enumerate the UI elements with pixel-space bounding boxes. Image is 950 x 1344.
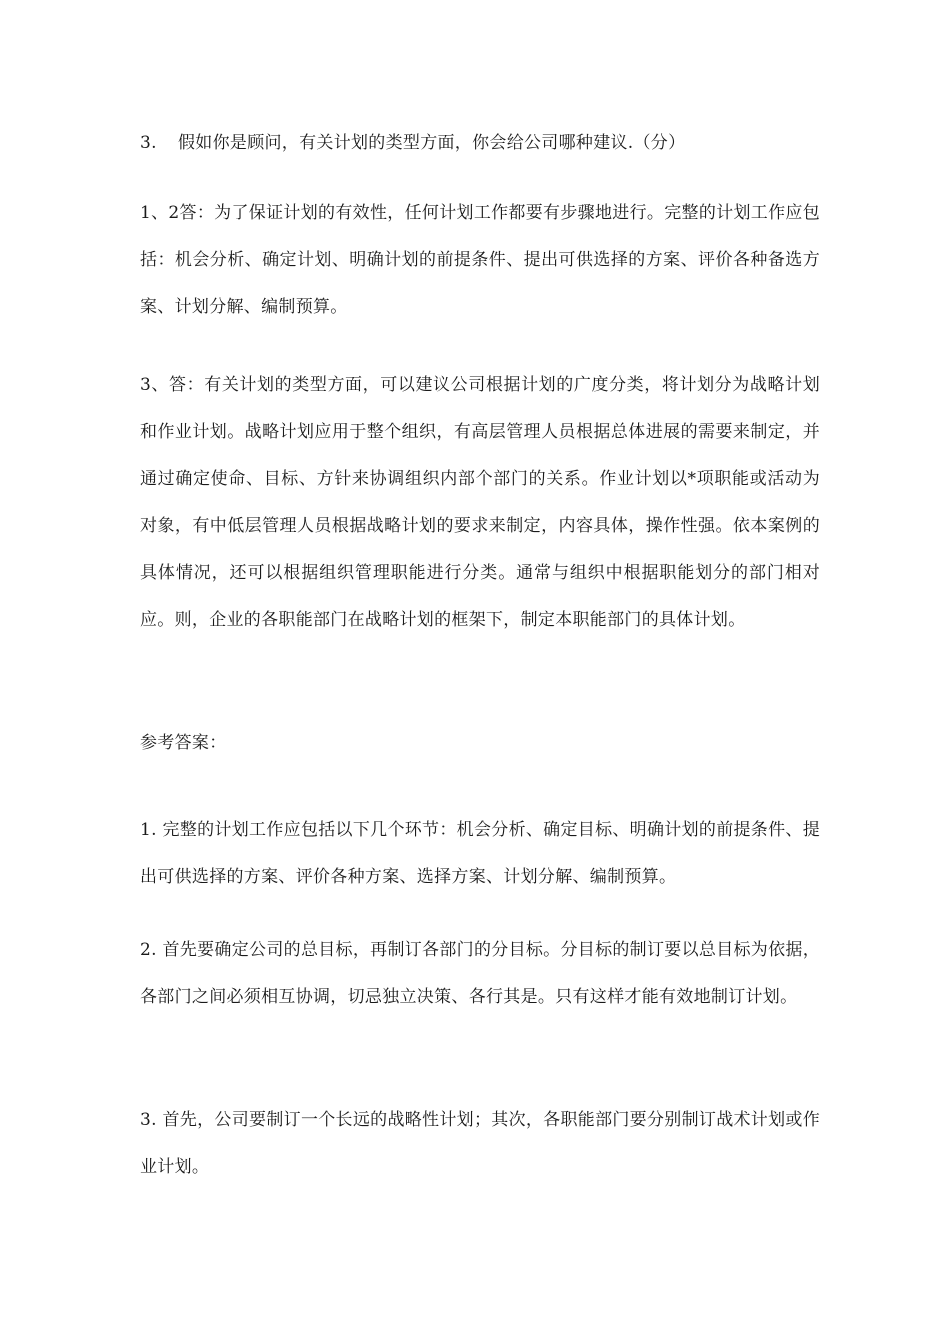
reference-answer-2: 2. 首先要确定公司的总目标，再制订各部门的分目标。分目标的制订要以总目标为依据，各部门之间必须相互协调，切忌独立决策、各行其是。只有这样才能有效地制订计划。 — [140, 940, 820, 1007]
question-3-number: 3. — [140, 133, 157, 153]
reference-heading: 参考答案： — [140, 733, 227, 753]
reference-answer-1: 1. 完整的计划工作应包括以下几个环节：机会分析、确定目标、明确计划的前提条件、提出可供选择的方案、评价各种方案、选择方案、计划分解、编制预算。 — [140, 820, 820, 887]
answer-1-2: 1、2答：为了保证计划的有效性，任何计划工作都要有步骤地进行。完整的计划工作应包括：机会分析、确定计划、明确计划的前提条件、提出可供选择的方案、评价各种备选方案、计划分解、编制预算。 — [140, 203, 820, 317]
reference-answer-3: 3. 首先，公司要制订一个长远的战略性计划；其次，各职能部门要分别制订战术计划或作业计划。 — [140, 1110, 820, 1177]
question-3 — [140, 120, 820, 167]
answer-3: 3、答：有关计划的类型方面，可以建议公司根据计划的广度分类，将计划分为战略计划和作业计划。战略计划应用于整个组织，有高层管理人员根据总体进展的需要来制定，并通过确定使命、目标、方针来协调组织内部个部门的关系。作业计划以*项职能或活动为对象，有中低层管理人员根据战略计划的要求来制定，内容具体，操作性强。依本案例的具体情况，还可以根据组织管理职能进行分类。通常与组织中根据职能划分的部门相对应。则，企业的各职能部门在战略计划的框架下，制定本职能部门的具体计划。 — [140, 375, 820, 630]
question-3-text: 假如你是顾问，有关计划的类型方面，你会给公司哪种建议.（分） — [178, 133, 686, 153]
